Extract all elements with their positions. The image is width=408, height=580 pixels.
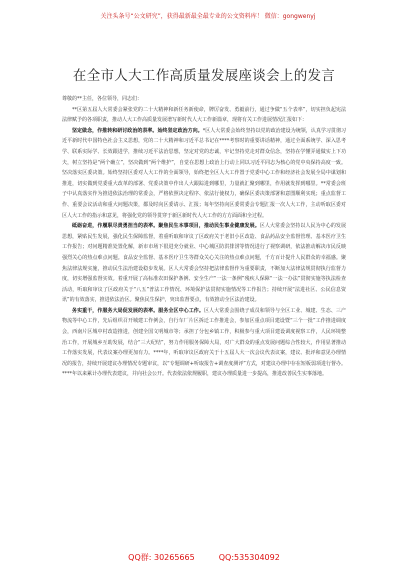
intro-paragraph: **区第五届人大常委会紧张党的二十大精神和新任务新使命，牌厉奋发、勇毅前行，通过争做“五个表率”，切实担负起宪法法律赋予的各项职责，推动人大工作高质量发展谱写新时代人大工作新篇章，现将有关工作进展情况汇报如下： [62, 106, 346, 124]
section-text-3: 区人大常委会围绕子成员和领导与全区工业、城建、生态、三产物流等中心工作，先后组织召开城建工作例会，自行车厂片区拆迁工作推进会，参加区重点项目建设暨“三个一批”工作推进调度会，西南片区城中村改造推进，创建全国文明城市等；承担了分包乡镇工作，积极参与重大项目建设调度视察工作，人民环境整治工作，开展城乡互助发展，结合“三大纪结”，努力作用服务保障大局，对广大群众的重点发展问题综合性较大，作用显著推动工作落实发展，代表议案办理更加有力。****年，听取审议区政府关于十五届人大一次会议代表议案，建议、批评和意见办理情况的报告，持续开展建议办理情况专题审议，以“专题调研+听取报告+调查度测评”方式，对建议办理中存在短板弱项进行督办。****年以来累计办理代表建议，并向社会公开。代表依法依规履职，建议办理质量进一步提高，推进改善民生实事落地。 [62, 307, 346, 378]
section-lead-1: 坚定做念，作推转和研讨政治的表率。始终坚定政治方向。 [72, 127, 203, 134]
banner-wechat-text: 微信：gongwenyj [264, 12, 316, 20]
page-title: 在全市人大工作高质量发展座谈会上的发言 [72, 68, 336, 83]
top-banner [102, 7, 314, 23]
section-lead-2: 砥砺奋进，作履职尽责勇担当的表率。聚焦民生本事项目，推动民生事业健康发展。 [72, 223, 260, 230]
section-paragraph-1 [62, 126, 346, 221]
document-body [62, 94, 346, 380]
footer-qq: QQ:535304092 [218, 553, 280, 562]
section-paragraph-3 [62, 306, 346, 380]
banner-promo-text: 关注头条号“公文研究”，获得最新最全最专业的公文资料库！ [100, 12, 263, 20]
footer-qq-group: QQ群: 30265665 [128, 553, 195, 562]
footer-contact [0, 552, 408, 563]
section-paragraph-2 [62, 221, 346, 306]
section-lead-3: 务实重干，作服务大局促发展的表率。服务全区中心工作。 [72, 307, 204, 314]
salutation: 尊敬的**主任，各位领导，同志们： [62, 96, 143, 102]
section-text-1: *区人大常委会始终坚持以党的政治建设为统领，认真学习贯彻习近平新时代中国特色社会主义思想，党的二十大精神和习近平总书记在****考察时的重要讲话精神，通过全面系统学、深入思考学、联系实际学、长效跟进学，推续习近平法治思想，坚定对党的忠诚，牢记坚持党走对群众信念，坚持在学懂弄通做实上下功夫，树立坚持是“两个确立”，坚决做到“两个维护”，自觉在思想上政治上行动上同以习近平同志为核心的党中央保持高度一致。坚决落实区委决策。始终坚持区委对人大工作的全面领导，始终把全区人大工作置于党委中心工作和经济社会发展全局中谋划和推进，切实做到党委重大改革的部署、党委决策中作出人大跟踪进到哪里，力量就汇聚到哪里，作用就发挥到哪里。**常委会班子中认真落实作为推进依法治理的常委会，严格依照决定程序、依法行使权力，确保区委决策部署和意图顺利实现；重点监督工作、重要会议活动和重大问题决策，都及时向区委请示、汇报；每年坚持向区委常委会专题汇报一次人大工作，主动听取区委对区人大工作的指示和意见，将强化党的领导贯穿于新区新时代人大工作的方方面面和全过程。 [62, 127, 346, 219]
section-text-2: 区人大常委会坚持以人民为中心的发展思想，紧贴民生发展，强化民生保障监督，着重听取和审议了区政府关于老旧小区改造、食品药品安全监督管理、基本医疗卫生工作报告；对问题精准处置化解，新市市场下很进充分就业、中心城区防洪排涝等情况进行了视察调研，依法推动解决市民反映强烈关心的热点难点问题。食品安全监督、基本医疗卫生等群众关心关注的热点难点问题，千方百计提升人民群众的幸福感。聚焦法律法规实施，推动民生法治建设稳步发展。区人大常委会坚持把法律监督作为重要职责，不断加大法律法规贯彻执行监督力度，切实增强监督实效。着重开展了高标准农田保护条例、安全生产“一法一条例”残疾人保障“一法一办法”贯彻实施等执法检查活动，听取和审议了区政府关于“八五”普法工作情况、环境保护法贯彻实施情况等工作报告；持续开展“法进社区、公民信息资讯”的有效落实，推进依法治区。聚焦民生保护，突出监督要点，有效推动全区法治建设。 [62, 223, 346, 304]
